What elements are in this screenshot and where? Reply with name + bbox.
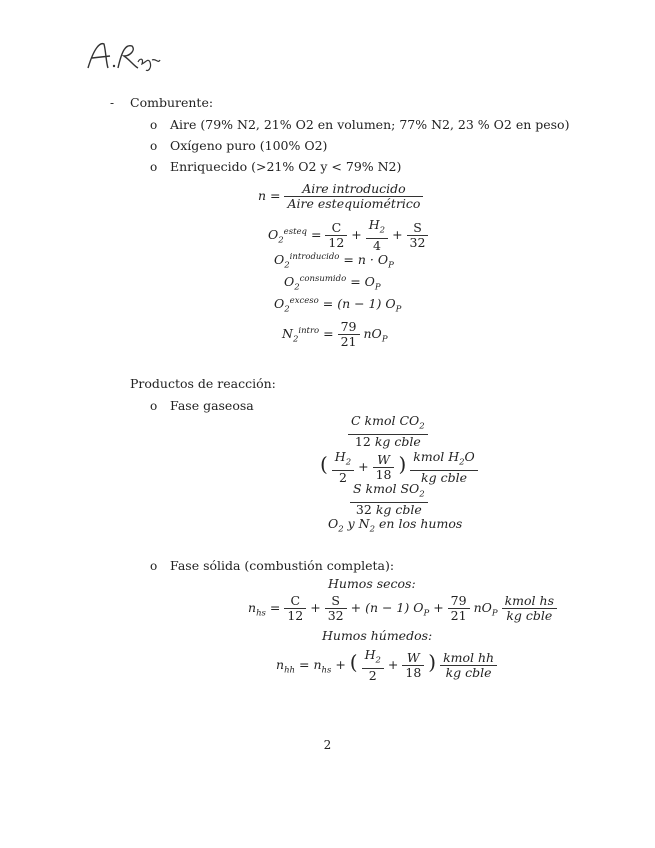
- handwritten-signature: [84, 38, 164, 74]
- equation-o2-introducido: $O_2^{introducido} = n \cdot O_P$: [274, 252, 394, 271]
- equation-nhs: $n_{hs}$ = $\frac{C}{12}$ + $\frac{S}{32}$ + (n − 1) $O_P$ + $\frac{79}{21}$ $nO_P$ $\frac{\text{kmol hs}}{\text{kg cble}}$: [248, 594, 557, 623]
- label-humos-secos: Humos secos:: [328, 576, 416, 591]
- equation-o2-consumido: $O_2^{consumido} = O_P$: [284, 274, 381, 293]
- label-humos-humedos: Humos húmedos:: [322, 628, 433, 643]
- equation-n2-intro: $N_2^{intro}$ = $\frac{79}{21}$ $nO_P$: [282, 319, 388, 349]
- circle-bullet: o: [150, 559, 158, 573]
- fraction: [284, 182, 423, 211]
- equation-h2o: ( $\frac{H_2}{2}$ + $\frac{W}{18}$ ) $\frac{kmol H_2O}{\text{kg cble}}$: [320, 450, 478, 485]
- equation-so2: $\frac{S kmol SO_2}{\text{32 kg cble}}$: [350, 482, 428, 517]
- list-item-fase-gaseosa: Fase gaseosa: [170, 398, 254, 413]
- fraction-denominator: Aire estequiométrico: [287, 196, 421, 211]
- equation-n: [258, 182, 423, 211]
- dash-bullet: -: [110, 96, 115, 110]
- section-heading-comburente: Comburente:: [130, 95, 214, 110]
- circle-bullet: o: [150, 399, 158, 413]
- equation-nhh: $n_{hh} = n_{hs}$ + ( $\frac{H_2}{2}$ + $\frac{W}{18}$ ) $\frac{\text{kmol hh}}{\text{kg cble}}$: [276, 648, 497, 683]
- list-item-fase-solida: Fase sólida (combustión completa):: [170, 558, 395, 573]
- list-item: Enriquecido (>21% O2 y < 79% N2): [170, 159, 402, 174]
- list-item: Aire (79% N2, 21% O2 en volumen; 77% N2, 23 % O2 en peso): [170, 117, 570, 132]
- page-number: 2: [323, 738, 332, 752]
- eq-lhs: n =: [258, 188, 281, 203]
- circle-bullet: o: [150, 160, 158, 174]
- list-item: Oxígeno puro (100% O2): [170, 138, 328, 153]
- circle-bullet: o: [150, 118, 158, 132]
- equation-o2-esteq: $O_2^{esteq}$ = $\frac{C}{12}$ + $\frac{H_2}{4}$ + $\frac{S}{32}$: [268, 218, 428, 253]
- circle-bullet: o: [150, 139, 158, 153]
- section-heading-productos: Productos de reacción:: [130, 376, 276, 391]
- equation-o2-n2-humos: $O_2$ y $N_2$ en los humos: [328, 516, 463, 535]
- equation-o2-exceso: $O_2^{exceso} = (n - 1)$ $O_P$: [274, 296, 402, 315]
- equation-co2: $\frac{C kmol CO_2}{\text{12 kg cble}}$: [348, 414, 428, 449]
- fraction-numerator: Aire introducido: [284, 182, 423, 197]
